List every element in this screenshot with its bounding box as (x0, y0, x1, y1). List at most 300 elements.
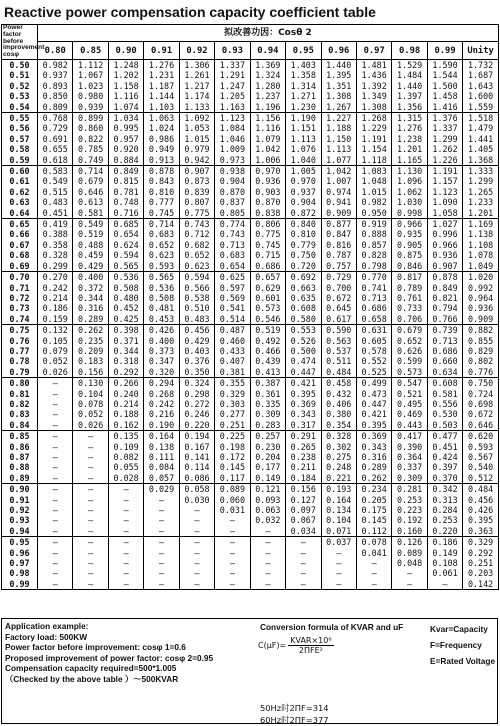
table-cell-group (392, 272, 427, 325)
table-cell: 0.877 (326, 219, 352, 230)
table-cell: — (265, 537, 271, 548)
table-cell: 1.020 (467, 272, 494, 283)
table-cell: 0.230 (255, 441, 281, 452)
table-cell: 1.349 (361, 91, 387, 102)
table-cell: 1.732 (467, 59, 494, 70)
table-cell: 1.261 (184, 70, 210, 81)
table-cell: 1.169 (467, 219, 494, 230)
table-cell: 0.126 (396, 537, 423, 548)
table-cell: 1.015 (184, 133, 210, 144)
table-cell: — (194, 525, 200, 536)
table-cell: 0.372 (78, 282, 104, 293)
table-cell: 1.299 (432, 133, 458, 144)
table-cell: 0.540 (467, 462, 494, 473)
table-cell: 0.743 (184, 219, 210, 230)
table-cell: 0.164 (148, 431, 175, 442)
table-cell: 0.904 (290, 197, 316, 208)
table-cell: 0.909 (467, 313, 494, 324)
table-cell: — (371, 568, 377, 579)
table-cell: 0.458 (326, 378, 352, 389)
table-cell: 0.203 (467, 568, 494, 579)
row-header: 0.90 (9, 484, 30, 495)
table-cell: 0.749 (78, 154, 104, 165)
table-cell: 0.433 (219, 345, 246, 356)
table-cell: 0.966 (432, 239, 458, 250)
table-cell: 0.484 (467, 484, 494, 495)
table-cell: 0.686 (361, 303, 387, 314)
table-cell: 0.324 (184, 378, 210, 389)
table-cell: 1.403 (290, 59, 316, 70)
table-cell: 0.221 (326, 472, 352, 483)
table-cell: 1.078 (467, 250, 494, 261)
table-cell: 0.785 (78, 144, 104, 155)
table-cell-group (356, 113, 391, 166)
table-cell: 0.347 (148, 356, 175, 367)
table-cell: 0.492 (255, 335, 281, 346)
table-cell: 0.483 (184, 313, 210, 324)
table-cell: — (88, 472, 94, 483)
table-cell-group (179, 537, 214, 590)
table-cell: — (194, 578, 200, 589)
table-cell: 0.400 (78, 272, 104, 283)
table-cell: — (229, 525, 235, 536)
table-cell: 0.121 (255, 484, 281, 495)
table-cell: — (123, 515, 129, 526)
table-cell: 0.581 (432, 388, 458, 399)
table-cell: 0.407 (219, 356, 246, 367)
table-cell: — (123, 494, 129, 505)
column-header: 0.80 (38, 42, 73, 60)
table-cell: 0.860 (78, 123, 104, 134)
table-cell: 0.594 (113, 250, 139, 261)
table-cell: 0.713 (219, 239, 246, 250)
column-header: 0.91 (144, 42, 179, 60)
table-cell-group (356, 272, 391, 325)
table-cell: 0.291 (290, 431, 316, 442)
table-cell: 0.775 (184, 207, 210, 218)
table-cell: 0.344 (78, 292, 104, 303)
table-cell: 0.451 (432, 441, 458, 452)
table-cell: 0.149 (432, 547, 458, 558)
table-cell-group (144, 484, 179, 537)
table-cell: 0.905 (396, 239, 423, 250)
table-cell: 0.266 (113, 378, 139, 389)
table-cell: — (300, 558, 306, 569)
table-cell: 0.246 (184, 409, 210, 420)
row-header: 0.85 (9, 431, 30, 442)
table-cell-group (356, 59, 391, 112)
table-cell: 0.817 (396, 272, 423, 283)
table-cell: 0.052 (42, 356, 68, 367)
table-cell: 0.966 (396, 219, 423, 230)
table-cell: 0.739 (432, 325, 458, 336)
table-cell: 0.942 (184, 154, 210, 165)
table-cell-group (73, 166, 108, 219)
table-cell: 0.395 (467, 515, 494, 526)
table-cell: 0.235 (78, 335, 104, 346)
table-cell: 0.248 (326, 462, 352, 473)
table-cell-group (250, 59, 285, 112)
row-header: 0.93 (9, 515, 30, 526)
table-cell: 1.201 (396, 144, 423, 155)
table-cell: 0.508 (113, 282, 139, 293)
table-cell: 0.214 (113, 398, 139, 409)
table-cell: 0.317 (290, 419, 316, 430)
table-cell: 0.634 (432, 366, 458, 377)
table-cell: 0.456 (184, 325, 210, 336)
row-header: 0.83 (9, 409, 30, 420)
table-cell: 0.904 (219, 176, 246, 187)
table-cell-group (73, 431, 108, 484)
table-cell: 0.313 (432, 494, 458, 505)
table-cell: 1.123 (432, 186, 458, 197)
table-cell-group (463, 113, 499, 166)
table-cell: 0.223 (396, 505, 423, 516)
table-cell: 0.298 (184, 388, 210, 399)
table-cell-group (144, 431, 179, 484)
table-cell: 0.729 (42, 123, 68, 134)
row-header: 0.78 (9, 356, 30, 367)
table-cell: 0.573 (396, 366, 423, 377)
table-cell: — (159, 568, 165, 579)
table-cell: 1.529 (396, 59, 423, 70)
table-cell-group (108, 484, 143, 537)
table-cell: 1.165 (396, 154, 423, 165)
table-cell: 0.761 (396, 292, 423, 303)
table-cell: 0.029 (148, 484, 175, 495)
table-cell-group (215, 59, 250, 112)
table-cell: 0.623 (184, 260, 210, 271)
table-cell: 0.320 (148, 366, 175, 377)
table-cell: 0.439 (255, 356, 281, 367)
table-cell: 0.565 (113, 260, 139, 271)
table-cell: 0.982 (361, 197, 387, 208)
table-cell: 0.354 (326, 419, 352, 430)
table-cell-group (144, 113, 179, 166)
table-cell: 0.907 (184, 166, 210, 177)
table-cell-group (38, 325, 73, 378)
table-cell: 1.441 (467, 133, 494, 144)
row-header: 0.51 (9, 70, 30, 81)
table-cell: 0.419 (42, 219, 68, 230)
table-cell: 1.040 (290, 154, 316, 165)
table-cell: 0.626 (396, 345, 423, 356)
table-cell: — (52, 515, 58, 526)
table-cell: 0.608 (290, 303, 316, 314)
table-cell: 0.474 (290, 356, 316, 367)
table-cell-group (286, 537, 321, 590)
table-cell: — (229, 578, 235, 589)
table-cell: 0.789 (396, 282, 423, 293)
table-cell: 0.204 (255, 452, 281, 463)
table-cell: 1.157 (432, 176, 458, 187)
table-cell: 1.376 (432, 113, 458, 124)
table-cell: — (52, 505, 58, 516)
table-cell: 1.188 (326, 123, 352, 134)
table-cell: 0.770 (361, 272, 387, 283)
table-cell-group (38, 166, 73, 219)
table-cell: 0.936 (255, 176, 281, 187)
table-cell: 0.646 (78, 186, 104, 197)
table-cell: 0.652 (396, 335, 423, 346)
table-cell: 0.488 (78, 239, 104, 250)
table-cell: 0.183 (78, 356, 104, 367)
table-cell: 1.063 (148, 113, 175, 124)
table-cell: 1.369 (255, 59, 281, 70)
table-cell: 0.309 (255, 409, 281, 420)
table-cell: 0.299 (42, 260, 68, 271)
table-cell: 0.097 (290, 505, 316, 516)
table-cell: — (159, 494, 165, 505)
table-cell: 0.907 (432, 260, 458, 271)
row-header: 0.57 (9, 133, 30, 144)
row-header: 0.96 (9, 547, 30, 558)
table-cell: 0.810 (148, 186, 175, 197)
table-cell: 0.397 (432, 462, 458, 473)
table-cell-group (108, 325, 143, 378)
table-cell: 1.191 (432, 166, 458, 177)
legend-frequency: F=Frequency (430, 640, 482, 650)
row-header: 0.95 (9, 537, 30, 548)
table-cell: 0.424 (432, 452, 458, 463)
table-cell: — (229, 515, 235, 526)
table-cell: 0.108 (432, 558, 458, 569)
table-cell-group (356, 219, 391, 272)
table-cell: — (88, 547, 94, 558)
table-cell: — (159, 525, 165, 536)
table-cell-group (38, 378, 73, 431)
table-cell: 0.268 (148, 388, 175, 399)
row-header: 0.77 (9, 345, 30, 356)
column-header: 0.90 (108, 42, 143, 60)
table-cell: 0.939 (78, 101, 104, 112)
table-cell-group (321, 272, 356, 325)
table-cell: 0.686 (255, 260, 281, 271)
table-cell: 0.716 (113, 207, 139, 218)
table-cell-group (73, 272, 108, 325)
table-cell: 0.167 (184, 441, 210, 452)
table-cell: 0.369 (290, 398, 316, 409)
table-cell: 0.214 (42, 292, 68, 303)
row-header-cell (2, 537, 38, 590)
table-cell: 1.299 (467, 176, 494, 187)
table-cell: 0.253 (396, 494, 423, 505)
table-cell: 0.141 (184, 452, 210, 463)
row-header: 0.71 (9, 282, 30, 293)
table-cell: — (88, 462, 94, 473)
table-cell: 0.329 (467, 537, 494, 548)
table-cell: 0.654 (113, 229, 139, 240)
table-cell: 0.546 (255, 313, 281, 324)
table-cell: 1.440 (326, 59, 352, 70)
table-cell-group (250, 537, 285, 590)
table-cell: 0.816 (326, 239, 352, 250)
table-cell-group (108, 431, 143, 484)
table-cell-group (73, 59, 108, 112)
table-cell: 1.062 (396, 186, 423, 197)
table-cell: 0.623 (148, 250, 175, 261)
table-cell: 0.061 (432, 568, 458, 579)
table-cell: 0.145 (361, 515, 387, 526)
table-cell: 0.935 (396, 229, 423, 240)
table-cell-group (250, 431, 285, 484)
row-header: 0.79 (9, 366, 30, 377)
table-cell: 0.567 (467, 452, 494, 463)
table-cell: 1.337 (432, 123, 458, 134)
table-cell: 0.605 (361, 335, 387, 346)
table-cell: 0.186 (42, 303, 68, 314)
table-cell-group (215, 166, 250, 219)
table-row-block (2, 272, 499, 325)
table-cell: 0.417 (396, 431, 423, 442)
table-cell: 1.046 (219, 133, 246, 144)
row-header: 0.70 (9, 272, 30, 283)
table-cell: 0.899 (78, 113, 104, 124)
column-header: 0.98 (392, 42, 427, 60)
example-line: Proposed improvement of power factor: cosφ 2=0.95 (5, 652, 214, 663)
table-cell: 0.521 (396, 388, 423, 399)
table-cell: — (52, 472, 58, 483)
table-cell: 1.116 (255, 123, 281, 134)
row-header: 0.62 (9, 186, 30, 197)
table-cell: 0.549 (42, 176, 68, 187)
table-cell: 0.878 (432, 272, 458, 283)
table-cell: 1.042 (326, 166, 352, 177)
table-cell: 0.741 (361, 282, 387, 293)
table-cell: 1.559 (467, 101, 494, 112)
row-header: 0.56 (9, 123, 30, 134)
hz60-note: 60Hz时2ΠF=377 (260, 715, 329, 725)
table-cell: 0.850 (42, 91, 68, 102)
table-cell: 0.658 (361, 313, 387, 324)
column-header: 0.95 (286, 42, 321, 60)
row-header-cell (2, 219, 38, 272)
row-header: 0.91 (9, 494, 30, 505)
table-cell: 0.692 (290, 272, 316, 283)
table-cell: 0.190 (148, 419, 175, 430)
table-cell: 0.426 (467, 505, 494, 516)
table-cell: 0.234 (361, 484, 387, 495)
table-cell-group (179, 219, 214, 272)
table-cell: 1.049 (467, 260, 494, 271)
table-cell: 0.617 (326, 313, 352, 324)
table-cell-group (427, 325, 462, 378)
table-cell: — (194, 568, 200, 579)
row-header: 0.54 (9, 101, 30, 112)
conversion-formula (258, 636, 334, 655)
table-cell: 0.459 (78, 250, 104, 261)
table-cell: 0.473 (361, 388, 387, 399)
example-line: Power factor before improvement: cosφ 1=0.6 (5, 642, 186, 653)
table-cell: 0.691 (42, 133, 68, 144)
table-cell: — (265, 547, 271, 558)
column-header: 0.96 (321, 42, 356, 60)
table-cell: 0.593 (467, 441, 494, 452)
table-cell: — (52, 378, 58, 389)
table-cell-group (73, 378, 108, 431)
table-cell: — (300, 568, 306, 579)
row-header: 0.61 (9, 176, 30, 187)
table-cell: 0.624 (113, 239, 139, 250)
table-cell: 0.724 (467, 388, 494, 399)
row-header: 0.58 (9, 144, 30, 155)
table-cell: 0.089 (219, 484, 246, 495)
table-cell-group (144, 537, 179, 590)
table-cell: 1.006 (255, 154, 281, 165)
table-cell: 0.986 (148, 133, 175, 144)
table-cell: 0.776 (467, 366, 494, 377)
table-cell: 1.154 (361, 144, 387, 155)
table-cell: 1.267 (326, 101, 352, 112)
table-cell-group (250, 378, 285, 431)
table-cell-group (321, 113, 356, 166)
table-cell-group (73, 484, 108, 537)
table-cell: 1.190 (290, 113, 316, 124)
table-cell-group (392, 484, 427, 537)
table-cell: 1.217 (184, 80, 210, 91)
table-cell: 0.909 (326, 207, 352, 218)
table-row-block (2, 59, 499, 112)
table-cell: 0.052 (78, 409, 104, 420)
table-cell: 0.779 (290, 239, 316, 250)
formula-numerator: KVAR×10⁶ (290, 636, 332, 645)
table-cell: 0.503 (432, 419, 458, 430)
table-cell: 0.156 (290, 484, 316, 495)
table-cell-group (427, 113, 462, 166)
table-cell-group (286, 219, 321, 272)
table-cell: 0.078 (78, 398, 104, 409)
table-cell: 0.318 (113, 356, 139, 367)
table-cell: 0.289 (78, 313, 104, 324)
table-cell: 0.328 (326, 431, 352, 442)
table-cell: 0.429 (184, 335, 210, 346)
table-cell-group (392, 166, 427, 219)
table-cell: — (407, 578, 413, 589)
row-header: 0.66 (9, 229, 30, 240)
table-cell: 0.536 (113, 272, 139, 283)
row-header: 0.97 (9, 558, 30, 569)
table-cell: 0.284 (432, 505, 458, 516)
row-header: 0.84 (9, 419, 30, 430)
table-cell: 0.089 (396, 547, 423, 558)
table-cell: 0.041 (361, 547, 387, 558)
table-cell: 0.262 (361, 472, 387, 483)
table-cell: 0.807 (184, 197, 210, 208)
table-cell: 0.519 (255, 325, 281, 336)
table-cell: 0.429 (78, 260, 104, 271)
table-cell-group (179, 325, 214, 378)
table-cell-group (427, 378, 462, 431)
table-cell: 0.846 (396, 260, 423, 271)
table-cell: 1.058 (432, 207, 458, 218)
row-header: 0.76 (9, 335, 30, 346)
table-cell: — (123, 537, 129, 548)
table-cell: — (123, 558, 129, 569)
table-cell-group (73, 325, 108, 378)
table-cell-group (108, 59, 143, 112)
table-cell-group (463, 166, 499, 219)
table-cell-group (38, 59, 73, 112)
table-cell: 0.142 (467, 578, 494, 589)
hz50-note: 50Hz时2ΠF=314 (260, 703, 329, 713)
table-cell-group (321, 484, 356, 537)
table-cell: 0.556 (432, 398, 458, 409)
table-cell: 0.387 (255, 378, 281, 389)
table-cell: — (52, 452, 58, 463)
table-cell: 0.225 (219, 431, 246, 442)
row-header: 0.68 (9, 250, 30, 261)
table-cell: 0.303 (219, 398, 246, 409)
